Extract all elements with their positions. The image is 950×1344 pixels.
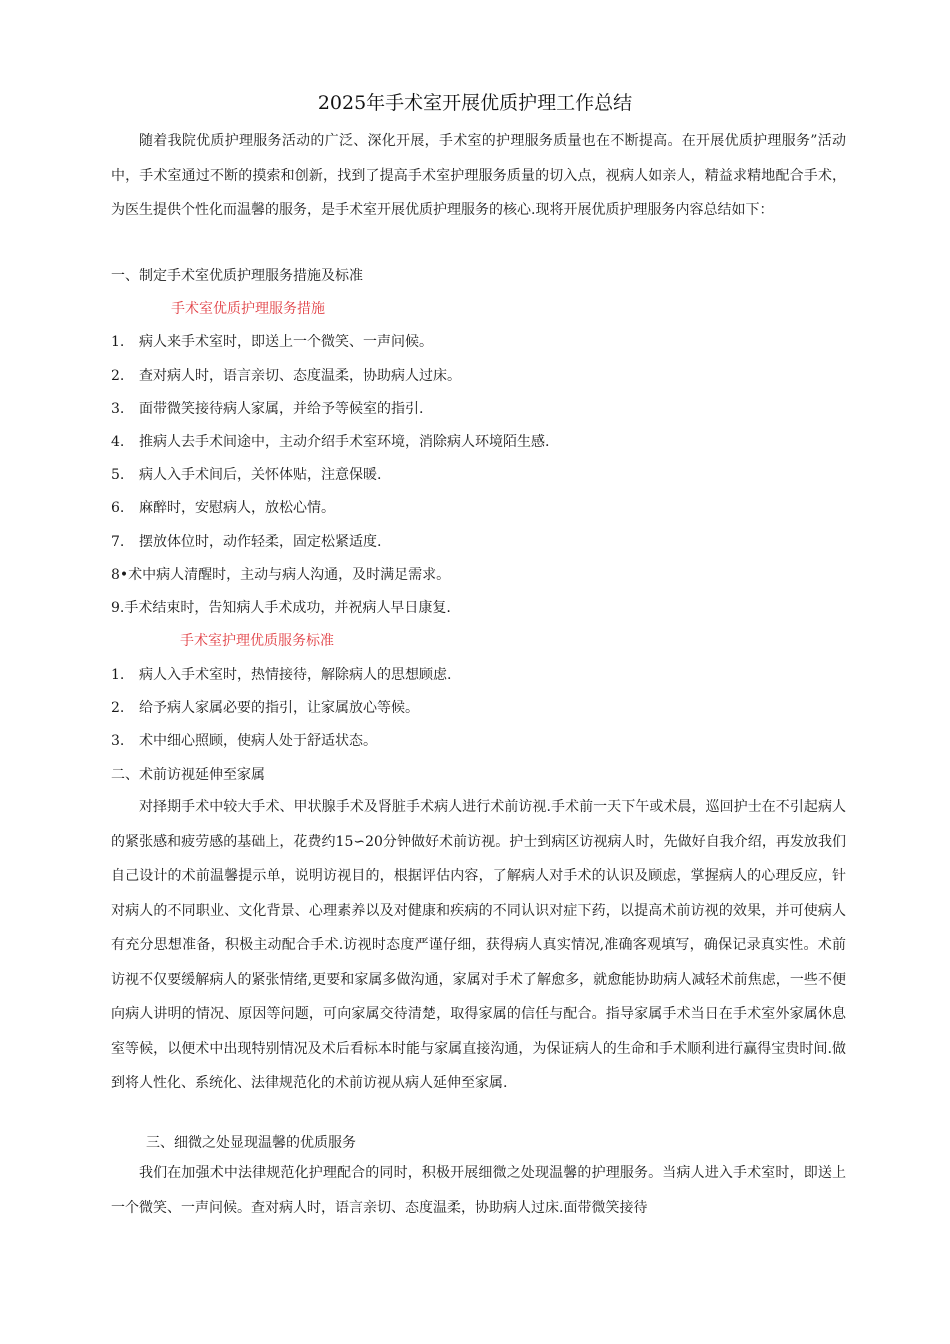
measure-text: 病人来手术室时，即送上一个微笑、一声问候。 bbox=[139, 334, 433, 350]
measure-text: 推病人去手术间途中，主动介绍手术室环境，消除病人环境陌生感. bbox=[139, 434, 550, 450]
section2-heading: 二、术前访视延伸至家属 bbox=[111, 767, 265, 783]
measure-item bbox=[111, 465, 381, 485]
measure-item bbox=[111, 498, 335, 518]
measure-number: 2. bbox=[111, 368, 125, 384]
measure-text: 9.手术结束时，告知病人手术成功，并祝病人早日康复. bbox=[111, 600, 451, 616]
measure-item bbox=[111, 565, 450, 585]
measure-number: 4. bbox=[111, 434, 125, 450]
measures-subheading: 手术室优质护理服务措施 bbox=[171, 301, 325, 317]
standard-item bbox=[111, 698, 419, 718]
measure-text: 8•术中病人清醒时，主动与病人沟通，及时满足需求。 bbox=[111, 567, 451, 583]
standard-number: 3. bbox=[111, 733, 125, 749]
measure-number: 6. bbox=[111, 500, 125, 516]
measure-text: 摆放体位时，动作轻柔，固定松紧适度. bbox=[139, 534, 382, 550]
section3-heading: 三、细微之处显现温馨的优质服务 bbox=[146, 1135, 356, 1151]
measure-item bbox=[111, 598, 451, 618]
standard-item bbox=[111, 665, 451, 685]
standard-number: 1. bbox=[111, 667, 125, 683]
measure-item bbox=[111, 332, 433, 352]
section3-paragraph bbox=[111, 1156, 846, 1226]
measure-number: 1. bbox=[111, 334, 125, 350]
measure-number: 5. bbox=[111, 467, 125, 483]
section1-heading: 一、制定手术室优质护理服务措施及标准 bbox=[111, 268, 363, 284]
measure-number: 7. bbox=[111, 534, 125, 550]
intro-paragraph bbox=[111, 124, 846, 228]
measure-number: 3. bbox=[111, 401, 125, 417]
standards-subheading: 手术室护理优质服务标准 bbox=[180, 633, 334, 649]
measure-text: 查对病人时，语言亲切、态度温柔，协助病人过床。 bbox=[139, 368, 461, 384]
section2-paragraph bbox=[111, 790, 846, 1101]
standard-text: 术中细心照顾，使病人处于舒适状态。 bbox=[139, 733, 377, 749]
measure-item bbox=[111, 399, 423, 419]
measure-text: 面带微笑接待病人家属，并给予等候室的指引. bbox=[139, 401, 424, 417]
standard-number: 2. bbox=[111, 700, 125, 716]
measure-item bbox=[111, 532, 381, 552]
measure-item bbox=[111, 366, 461, 386]
document-title: 2025年手术室开展优质护理工作总结 bbox=[317, 92, 633, 114]
section3-text: 我们在加强术中法律规范化护理配合的同时，积极开展细微之处现温馨的护理服务。当病人进入手术室时，即送上一个微笑、一声问候。查对病人时，语言亲切、态度温柔，协助病人过床.面带微笑接待 bbox=[111, 1165, 846, 1216]
intro-text: 随着我院优质护理服务活动的广泛、深化开展，手术室的护理服务质量也在不断提高。在开展优质护理服务”活动中，手术室通过不断的摸索和创新，找到了提高手术室护理服务质量的切入点，视病人如亲人，精益求精地配合手术，为医生提供个性化而温馨的服务，是手术室开展优质护理服务的核心.现将开展优质护理服务内容总结如下： bbox=[111, 133, 846, 218]
section2-text: 对择期手术中较大手术、甲状腺手术及肾脏手术病人进行术前访视.手术前一天下午或术晨，巡回护士在不引起病人的紧张感和疲劳感的基础上，花费约15∽20分钟做好术前访视。护士到病区访视病人时，先做好自我介绍，再发放我们自己设计的术前温馨提示单，说明访视目的，根据评估内容，了解病人对手术的认识及顾虑，掌握病人的心理反应，针对病人的不同职业、文化背景、心理素养以及对健康和疾病的不同认识对症下药，以提高术前访视的效果，并可使病人有充分思想准备，积极主动配合手术.访视时态度严谨仔细，获得病人真实情况,准确客观填写，确保记录真实性。术前访视不仅要缓解病人的紧张情绪,更要和家属多做沟通，家属对手术了解愈多，就愈能协助病人减轻术前焦虑，一些不便向病人讲明的情况、原因等问题，可向家属交待清楚，取得家属的信任与配合。指导家属手术当日在手术室外家属休息室等候，以便术中出现特别情况及术后看标本时能与家属直接沟通，为保证病人的生命和手术顺利进行赢得宝贵时间.做到将人性化、系统化、法律规范化的术前访视从病人延伸至家属. bbox=[111, 799, 846, 1091]
standard-item bbox=[111, 731, 377, 751]
measure-text: 病人入手术间后，关怀体贴，注意保暖. bbox=[139, 467, 382, 483]
measure-item bbox=[111, 432, 549, 452]
standard-text: 给予病人家属必要的指引，让家属放心等候。 bbox=[139, 700, 419, 716]
measure-text: 麻醉时，安慰病人，放松心情。 bbox=[139, 500, 335, 516]
standard-text: 病人入手术室时，热情接待，解除病人的思想顾虑. bbox=[139, 667, 452, 683]
